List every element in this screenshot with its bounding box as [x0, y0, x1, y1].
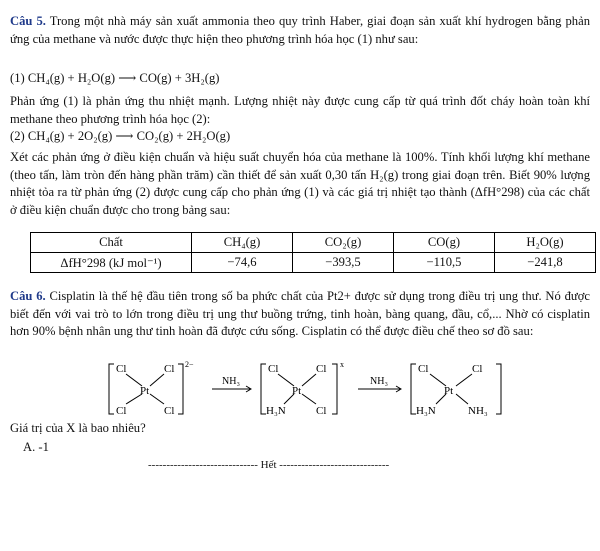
q5-label: Câu 5. — [10, 14, 46, 28]
scheme-atom-label: Cl — [164, 363, 175, 375]
scheme-ligand-label: H₃N — [266, 405, 286, 417]
table-header-cell: Chất — [31, 233, 192, 253]
equation-1 — [10, 70, 219, 86]
eq1-text: CH₄(g) + H₂O(g) ⟶ CO(g) + 3H₂(g) — [27, 71, 220, 85]
q5-intro — [10, 13, 590, 48]
table-cell: −241,8 — [495, 253, 596, 273]
scheme-ligand-label: NH₃ — [468, 405, 488, 417]
eq1-number: (1) — [10, 71, 25, 85]
q5-mid: Phản ứng (1) là phản ứng thu nhiệt mạnh. Lượng nhiệt này được cung cấp từ quá trình đốt cháy hoàn toàn khí methane theo phương trình hóa học (2): — [10, 94, 590, 126]
table-cell: −74,6 — [192, 253, 293, 273]
scheme-atom-label: Cl — [116, 405, 127, 417]
answer-option-a: A. -1 — [23, 440, 49, 454]
table-cell: −110,5 — [394, 253, 495, 273]
table-row — [31, 253, 596, 273]
scheme-ligand-label: H₃N — [416, 405, 436, 417]
enthalpy-table — [30, 232, 596, 273]
q5-intro-text: Trong một nhà máy sản xuất ammonia theo quy trình Haber, giai đoạn sản xuất khí hydrogen bằng phản ứng của methane và nước được thực hiện theo phương trình hóa học (1) như sau: — [10, 14, 590, 46]
table-header-cell: H₂O(g) — [495, 233, 596, 253]
equation-2 — [10, 128, 230, 144]
scheme-atom-label: Cl — [418, 363, 429, 375]
q6-question: Giá trị của X là bao nhiêu? — [10, 421, 146, 435]
scheme-atom-label: Cl — [316, 363, 327, 375]
eq2-number: (2) — [10, 129, 25, 143]
scheme-reagent-1: NH₃ — [222, 376, 240, 387]
cisplatin-scheme — [100, 358, 520, 420]
scheme-metal-label: Pt — [292, 385, 302, 397]
end-footer: ------------------------------ Hết ------------------------------ — [148, 459, 390, 471]
scheme-reagent-2: NH₃ — [370, 376, 388, 387]
table-header-cell: CO₂(g) — [293, 233, 394, 253]
scheme-atom-label: Cl — [268, 363, 279, 375]
scheme-atom-label: Cl — [316, 405, 327, 417]
scheme-atom-label: Cl — [164, 405, 175, 417]
scheme-atom-label: Cl — [472, 363, 483, 375]
table-header-cell: CH₄(g) — [192, 233, 293, 253]
scheme-charge-x: x — [340, 360, 344, 369]
q6-text: Cisplatin là thế hệ đầu tiên trong số ba phức chất của Pt2+ được sử dụng trong điều trị ung thư. Nó được biết đến với vai trò to lớn trong điều trị ung thư buồng trứng, tinh hoàn, bàng quang, đầu, cổ,... Nhờ có cisplatin hơn 90% bệnh nhân ung thư tinh hoàn đã được cứu sống. Cisplatin có thể được điều chế theo sơ đồ sau: — [10, 289, 590, 339]
q6-label: Câu 6. — [10, 289, 46, 303]
scheme-metal-label: Pt — [140, 385, 150, 397]
eq2-text: CH₄(g) + 2O₂(g) ⟶ CO₂(g) + 2H₂O(g) — [27, 129, 231, 143]
q5-body: Xét các phản ứng ở điều kiện chuẩn và hiệu suất chuyển hóa của methane là 100%. Tính khối lượng khí methane (theo tấn, làm tròn đến hàng phần trăm) cần thiết để sản xuất 0,30 tấn H₂(g) trong giai đoạn trên. Biết 90% lượng nhiệt tỏa ra từ phản ứng (2) được cung cấp cho phản ứng (1) và các giá trị nhiệt tạo thành (ΔfH°298) của các chất ở điều kiện chuẩn được cho trong bảng sau: — [10, 150, 590, 217]
table-cell: −393,5 — [293, 253, 394, 273]
table-header-cell: CO(g) — [394, 233, 495, 253]
table-row-label: ΔfH°298 (kJ mol⁻¹) — [31, 253, 192, 273]
table-header-row — [31, 233, 596, 253]
q6-text-block — [10, 288, 590, 341]
scheme-charge-1: 2− — [185, 360, 194, 369]
scheme-metal-label: Pt — [444, 385, 454, 397]
scheme-atom-label: Cl — [116, 363, 127, 375]
